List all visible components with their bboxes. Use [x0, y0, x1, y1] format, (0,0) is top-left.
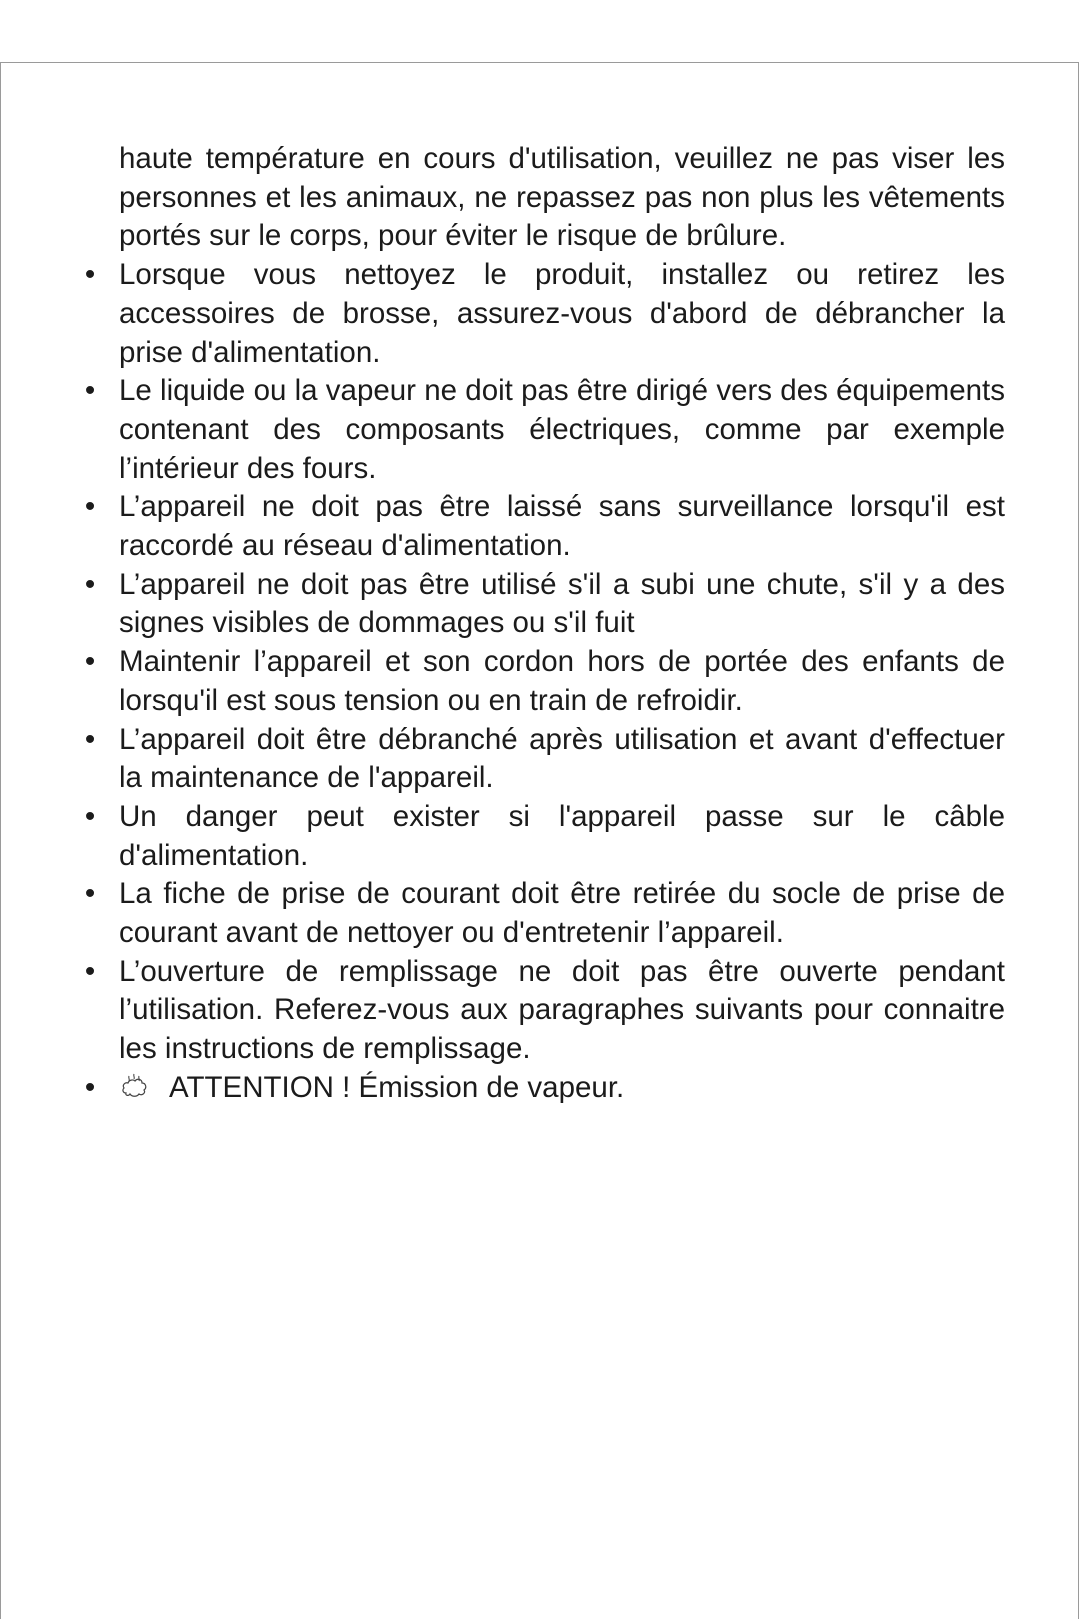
bullet-marker: •: [84, 722, 96, 756]
list-item: [84, 953, 1005, 1069]
list-item: [84, 488, 1005, 565]
bullet-marker: •: [84, 877, 96, 911]
bullet-marker: •: [84, 645, 96, 679]
list-item: [84, 256, 1005, 372]
bullet-marker: •: [84, 799, 96, 833]
list-item-text: L’appareil doit être débranché après utilisation et avant d'effectuer la maintenance de l'appareil.: [119, 722, 1005, 795]
bullet-marker: •: [84, 1070, 96, 1104]
list-item: [84, 721, 1005, 798]
intro-paragraph: haute température en cours d'utilisation, veuillez ne pas viser les personnes et les animaux, ne repassez pas non plus les vêtements portés sur le corps, pour éviter le risque de brûlure.: [119, 142, 1005, 253]
instructions-text-block: [84, 140, 1005, 1108]
list-item-text: L’appareil ne doit pas être laissé sans surveillance lorsqu'il est raccordé au réseau d'alimentation.: [119, 490, 1005, 563]
warning-list-item: [84, 1069, 1005, 1108]
list-item-text: Un danger peut exister si l'appareil passe sur le câble d'alimentation.: [119, 799, 1005, 872]
list-item: [84, 643, 1005, 720]
bullet-marker: •: [84, 567, 96, 601]
bullet-marker: •: [84, 258, 96, 292]
bullet-marker: •: [84, 490, 96, 524]
list-item-text: La fiche de prise de courant doit être retirée du socle de prise de courant avant de nettoyer ou d'entretenir l’appareil.: [119, 877, 1005, 950]
list-item: [84, 798, 1005, 875]
bullet-marker: •: [84, 954, 96, 988]
list-item-text: Maintenir l’appareil et son cordon hors de portée des enfants de lorsqu'il est sous tension ou en train de refroidir.: [119, 645, 1005, 717]
list-item-text: Le liquide ou la vapeur ne doit pas être dirigé vers des équipements contenant des composants électriques, comme par exemple l’intérieur des fours.: [119, 374, 1005, 485]
list-item: [84, 875, 1005, 952]
steam-warning-icon: [119, 1073, 149, 1099]
list-item: [84, 372, 1005, 488]
list-item-text: L’appareil ne doit pas être utilisé s'il a subi une chute, s'il y a des signes visibles de dommages ou s'il fuit: [119, 567, 1005, 640]
list-item-text: L’ouverture de remplissage ne doit pas être ouverte pendant l’utilisation. Referez-vous aux paragraphes suivants pour connaitre les instructions de remplissage.: [119, 954, 1005, 1066]
warning-text: ATTENTION ! Émission de vapeur.: [169, 1070, 625, 1104]
safety-bullet-list: [84, 256, 1005, 1107]
list-item-text: Lorsque vous nettoyez le produit, installez ou retirez les accessoires de brosse, assurez-vous d'abord de débrancher la prise d'alimentation.: [119, 258, 1005, 369]
bullet-marker: •: [84, 374, 96, 408]
list-item: [84, 566, 1005, 643]
